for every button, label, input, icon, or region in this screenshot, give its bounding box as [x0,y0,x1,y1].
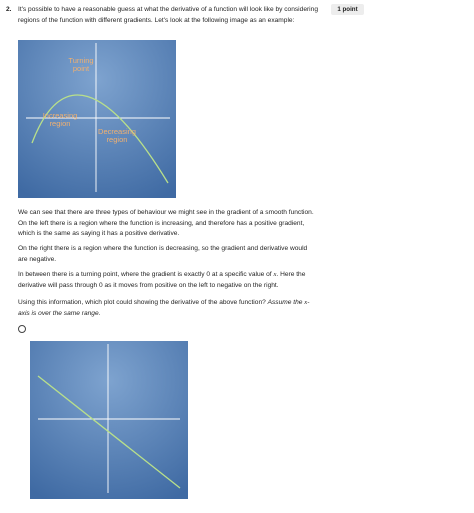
para-turning-point: In between there is a turning point, where the gradient is exactly 0 at a specific value of x. Here the derivative will pass through 0 as it moves from positive on the left to negative on the right. [18,271,306,289]
para-decreasing: On the right there is a region where the function is decreasing, so the gradient and derivative would are negative. [18,245,308,263]
increasing-label-2: region [49,119,71,128]
function-figure [18,40,176,198]
turning-label-2: point [72,64,90,73]
para-behaviour: We can see that there are three types of behaviour we might see in the gradient of a smooth function. On the left there is a region where the function is increasing, and therefore has a positive gradient, which is the same as saying it has a positive derivative. [18,209,314,237]
intro-text: It's possible to have a reasonable guess at what the derivative of a function will look like by considering regions of the function with different gradients. Let's look at the following image as an example: [18,6,318,24]
decreasing-label-1: Decreasing [98,127,136,136]
question-number: 2. [6,6,12,13]
increasing-label-1: Increasing [42,111,78,120]
decreasing-label-2: region [106,135,128,144]
points-badge: 1 point [331,4,364,15]
para-question: Using this information, which plot could showing the derivative of the above function? Assume the x-axis is over the same range. [18,299,310,317]
turning-label-1: Turning [68,56,94,65]
option-radio[interactable] [18,325,26,333]
option-plot[interactable] [30,341,188,499]
